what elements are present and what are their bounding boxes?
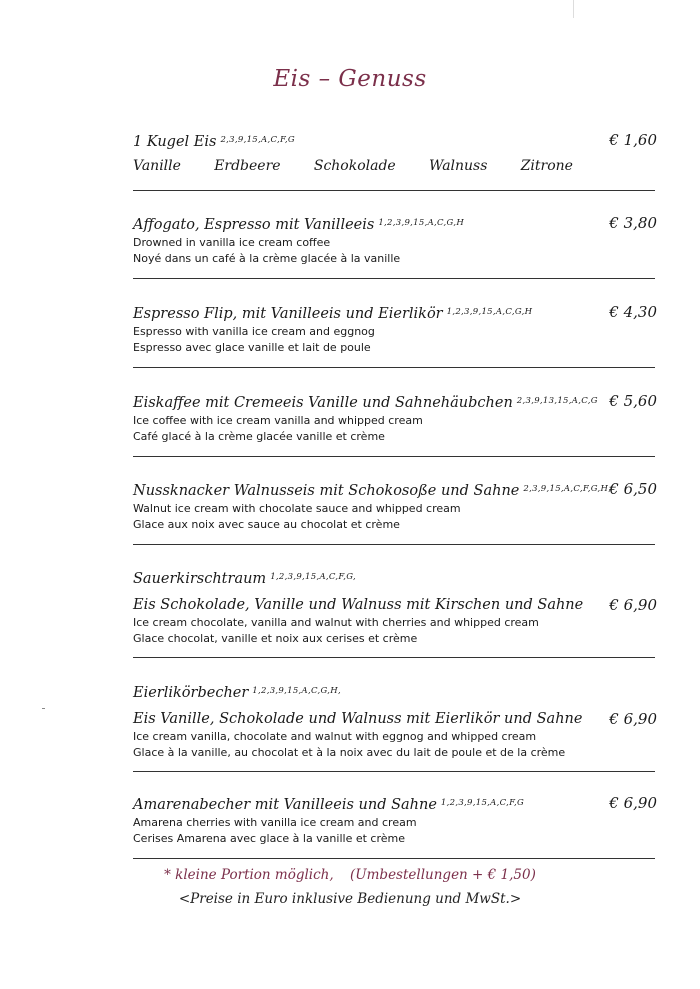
item-price: € 6,50 [609,480,657,498]
flavor-item: Schokolade [313,158,396,174]
description-fr: Espresso avec glace vanille et lait de poule [133,341,371,354]
allergen-codes: 2,3,9,15,A,C,F,G,H, [523,484,612,494]
menu-item-1-kugel-eis [133,130,657,174]
prices-note: <Preise in Euro inklusive Bedienung und MwSt.> [178,891,522,907]
description-fr: Café glacé à la crème glacée vanille et crème [133,430,385,443]
reorder-surcharge-text: (Umbestellungen + € 1,50) [349,867,536,883]
menu-item-eierlikoerbecher [133,681,657,761]
divider [133,367,655,368]
item-name: Eiskaffee mit Cremeeis Vanille und Sahnehäubchen [133,395,513,411]
description-en: Walnut ice cream with chocolate sauce and whipped cream [133,502,461,515]
menu-item-nussknacker [133,479,657,533]
item-price: € 6,90 [609,596,657,614]
flavor-item: Zitrone [520,158,573,174]
description-fr: Noyé dans un café à la crème glacée à la vanille [133,252,401,265]
description-fr: Cerises Amarena avec glace à la vanille et crème [133,832,405,845]
allergen-codes: 1,2,3,9,15,A,C,G,H, [252,686,342,696]
allergen-codes: 1,2,3,9,15,A,C,F,G [440,798,525,808]
description-en: Ice cream chocolate, vanilla and walnut with cherries and whipped cream [133,616,539,629]
item-name: Espresso Flip, mit Vanilleeis und Eierlikör [133,306,443,322]
allergen-codes: 2,3,9,15,A,C,F,G [220,135,295,145]
divider [133,456,655,457]
divider [133,190,655,191]
menu-item-affogato [133,213,657,267]
item-name: Sauerkirschtraum [133,571,267,587]
item-price: € 6,90 [609,710,657,728]
menu-item-amarenabecher [133,793,657,847]
item-subtitle: Eis Vanille, Schokolade und Walnuss mit Eierlikör und Sahne [133,711,583,727]
allergen-codes: 1,2,3,9,15,A,C,F,G, [270,572,357,582]
item-name: 1 Kugel Eis [133,134,217,150]
item-name: Affogato, Espresso mit Vanilleeis [133,217,375,233]
description-fr: Glace aux noix avec sauce au chocolat et crème [133,518,400,531]
description-en: Ice cream vanilla, chocolate and walnut with eggnog and whipped cream [133,730,537,743]
item-name: Eierlikörbecher [133,685,249,701]
item-price: € 5,60 [609,392,657,410]
scan-speck [42,708,45,709]
menu-item-sauerkirschtraum [133,567,657,647]
description-en: Amarena cherries with vanilla ice cream and cream [133,816,417,829]
flavor-item: Walnuss [429,158,488,174]
description-fr: Glace chocolat, vanille et noix aux cerises et crème [133,632,418,645]
divider [133,278,655,279]
allergen-codes: 1,2,3,9,15,A,C,G,H [378,218,465,228]
item-subtitle: Eis Schokolade, Vanille und Walnuss mit Kirschen und Sahne [133,597,584,613]
divider [133,657,655,658]
item-price: € 1,60 [609,131,657,149]
menu-item-eiskaffee [133,391,657,445]
allergen-codes: 1,2,3,9,15,A,C,G,H [446,307,533,317]
flavor-list [133,158,573,174]
flavor-item: Erdbeere [214,158,281,174]
description-en: Drowned in vanilla ice cream coffee [133,236,331,249]
item-name: Nussknacker Walnusseis mit Schokosoße und Sahne [133,483,520,499]
flavor-item: Vanille [133,158,181,174]
description-en: Ice coffee with ice cream vanilla and whipped cream [133,414,423,427]
divider [133,544,655,545]
page-title: Eis – Genuss [273,66,427,92]
description-fr: Glace à la vanille, au chocolat et à la noix avec du lait de poule et de la crème [133,746,566,759]
allergen-codes: 2,3,9,13,15,A,C,G [516,396,598,406]
small-portion-text: * kleine Portion möglich, [164,867,334,883]
item-price: € 4,30 [609,303,657,321]
small-portion-note [0,867,700,883]
item-price: € 3,80 [609,214,657,232]
description-en: Espresso with vanilla ice cream and eggnog [133,325,375,338]
divider [133,771,655,772]
scan-edge-mark [573,0,574,18]
divider [133,858,655,859]
menu-item-espresso-flip [133,302,657,356]
item-price: € 6,90 [609,794,657,812]
item-name: Amarenabecher mit Vanilleeis und Sahne [133,797,437,813]
